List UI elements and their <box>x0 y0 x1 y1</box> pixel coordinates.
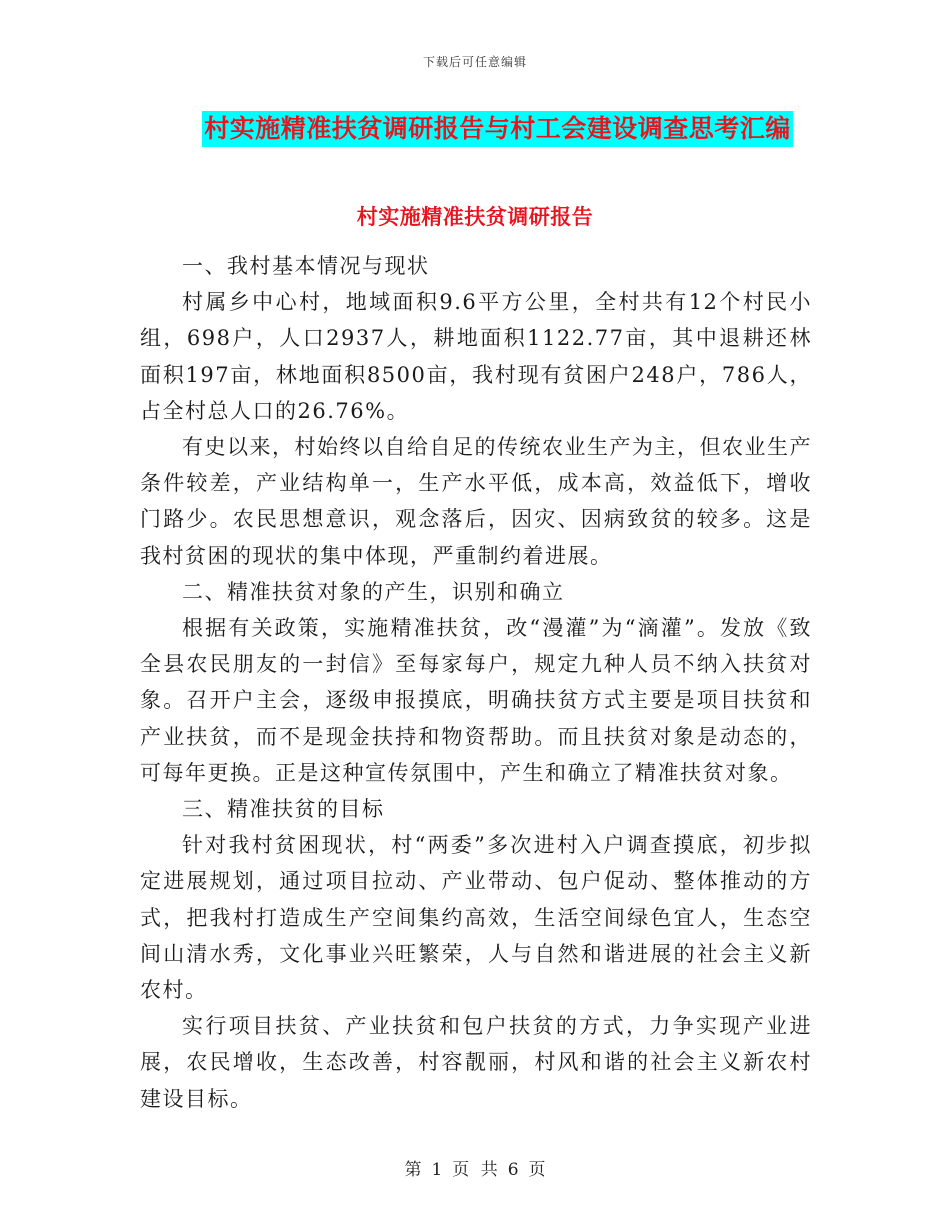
section-heading-1: 一、我村基本情况与现状 <box>182 254 430 278</box>
page-current: 1 <box>431 1160 443 1180</box>
page-suffix: 页 <box>528 1160 546 1180</box>
section-heading-3: 三、精准扶贫的目标 <box>182 797 385 822</box>
paragraph: 根据有关政策，实施精准扶贫，改“漫灌”为“滴灌”。发放《致全县农民朋友的一封信》至每家每户，规定九种人员不纳入扶贫对象。召开户主会，逐级申报摸底，明确扶贫方式主要是项目扶贫和产业扶贫，而不是现金扶持和物资帮助。而且扶贫对象是动态的，可每年更换。正是这种宣传氛围中，产生和确立了精准扶贫对象。 <box>140 616 812 785</box>
page-middle: 页 共 <box>452 1160 498 1180</box>
header-note: 下载后可任意编辑 <box>422 55 527 69</box>
page-total: 6 <box>507 1160 519 1180</box>
main-title: 村实施精准扶贫调研报告与村工会建设调查思考汇编 <box>202 111 793 147</box>
paragraph: 村属乡中心村，地域面积9.6平方公里，全村共有12个村民小组，698户，人口2937人，耕地面积1122.77亩，其中退耕还林面积197亩，林地面积8500亩，我村现有贫困户248户，786人，占全村总人口的26.76%。 <box>140 290 812 423</box>
page-prefix: 第 <box>404 1160 422 1180</box>
sub-title: 村实施精准扶贫调研报告 <box>356 205 594 229</box>
main-title-container <box>0 111 950 147</box>
paragraph: 实行项目扶贫、产业扶贫和包户扶贫的方式，力争实现产业进展，农民增收，生态改善，村容靓丽，村风和谐的社会主义新农村建设目标。 <box>140 1014 812 1111</box>
page-footer <box>0 1155 950 1180</box>
paragraph: 有史以来，村始终以自给自足的传统农业生产为主，但农业生产条件较差，产业结构单一，生产水平低，成本高，效益低下，增收门路少。农民思想意识，观念落后，因灾、因病致贫的较多。这是我村贫困的现状的集中体现，严重制约着进展。 <box>140 435 812 568</box>
document-body <box>140 248 812 1117</box>
paragraph: 针对我村贫困现状，村“两委”多次进村入户调查摸底，初步拟定进展规划，通过项目拉动、产业带动、包户促动、整体推动的方式，把我村打造成生产空间集约高效，生活空间绿色宜人，生态空间山清水秀，文化事业兴旺繁荣，人与自然和谐进展的社会主义新农村。 <box>140 833 812 1003</box>
section-heading-2: 二、精准扶贫对象的产生，识别和确立 <box>182 579 565 604</box>
